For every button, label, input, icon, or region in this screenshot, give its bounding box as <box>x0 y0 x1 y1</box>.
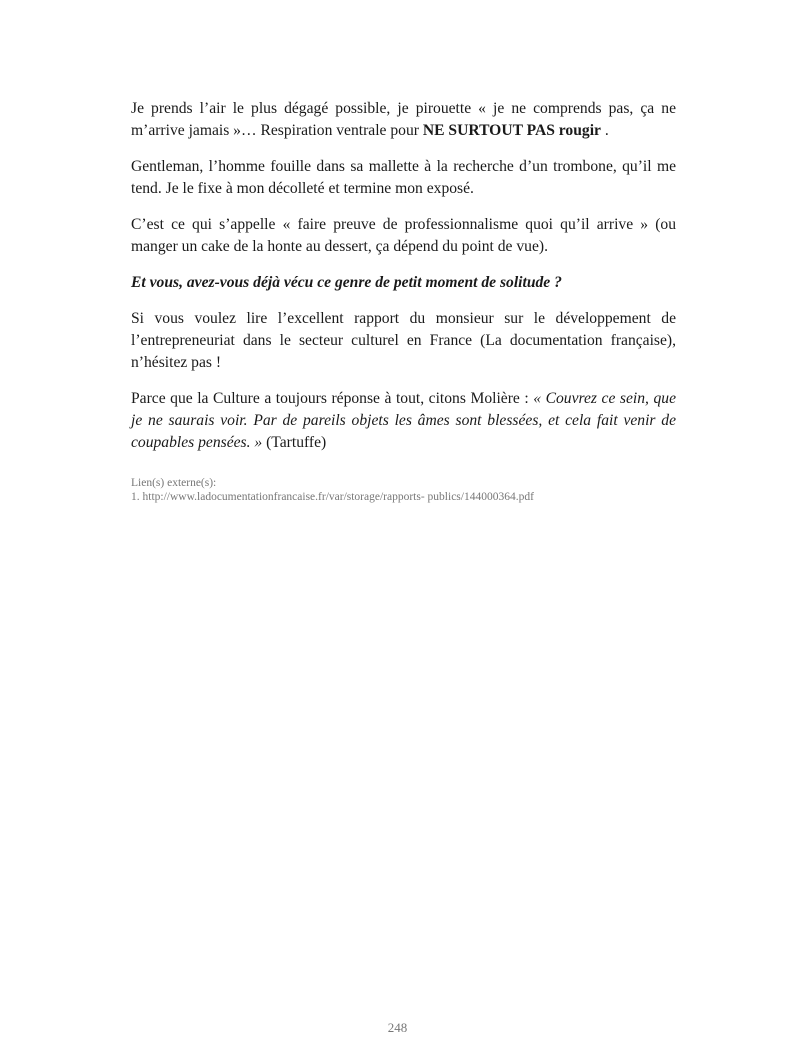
external-links-heading: Lien(s) externe(s): <box>131 477 217 489</box>
paragraph-3: C’est ce qui s’appelle « faire preuve de professionnalisme quoi qu’il arrive » (ou manger un cake de la honte au dessert, ça dépend du point de vue). <box>131 216 676 255</box>
paragraph-1 <box>131 98 676 142</box>
paragraph-5: Si vous voulez lire l’excellent rapport du monsieur sur le développement de l’entrepreneuriat dans le secteur culturel en France (La documentation française), n’hésitez pas ! <box>131 310 676 371</box>
paragraph-1-bold: NE SURTOUT PAS rougir <box>422 122 601 139</box>
external-links <box>131 476 676 504</box>
external-link-1[interactable]: 1. http://www.ladocumentationfrancaise.fr/var/storage/rapports- publics/144000364.pdf <box>131 491 534 503</box>
page-content <box>131 98 676 504</box>
paragraph-1-text: Je prends l’air le plus dégagé possible, je pirouette « je ne comprends pas, ça ne m’arrive jamais »… Respiration ventrale pour <box>131 100 676 139</box>
paragraph-1-end: . <box>600 122 609 139</box>
paragraph-2: Gentleman, l’homme fouille dans sa mallette à la recherche d’un trombone, qu’il me tend. Je le fixe à mon décolleté et termine mon exposé. <box>131 158 676 197</box>
paragraph-6-text: Parce que la Culture a toujours réponse à tout, citons Molière : <box>131 390 534 407</box>
paragraph-6-end: (Tartuffe) <box>262 434 327 451</box>
page-number: 248 <box>387 1020 408 1035</box>
moliere-quote: « Couvrez ce sein, que je ne saurais voir. Par de pareils objets les âmes sont blessées, et cela fait venir de coupables pensées. » <box>131 390 676 451</box>
question-paragraph: Et vous, avez-vous déjà vécu ce genre de petit moment de solitude ? <box>131 274 562 291</box>
paragraph-6 <box>131 388 676 454</box>
